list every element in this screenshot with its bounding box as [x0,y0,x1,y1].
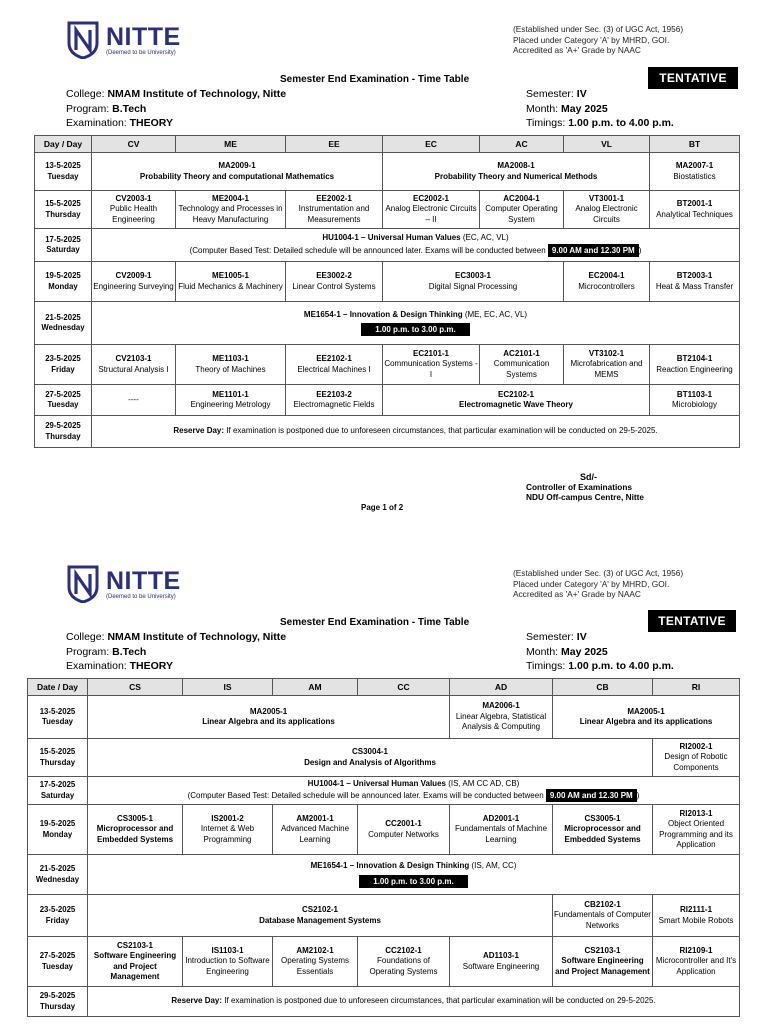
date-cell: 19-5-2025 Monday [35,262,92,302]
exam-cell: RI2002-1 Design of Robotic Components [653,739,740,777]
col-header: EE [286,136,383,153]
exam-cell: CV2103-1 Structural Analysis I [92,345,176,385]
exam-cell: CV2003-1 Public Health Engineering [92,191,176,229]
exam-cell: BT1103-1 Microbiology [650,385,740,416]
reserve-day-cell: Reserve Day: If examination is postponed due to unforeseen circumstances, that particular examination will be conducted on 29-5-2025. [92,416,740,448]
exam-cell: BT2001-1 Analytical Techniques [650,191,740,229]
col-header: CV [92,136,176,153]
signature-block [526,472,644,502]
table-row [35,153,740,191]
date-cell: 27-5-2025 Tuesday [35,385,92,416]
exam-cell: CC2102-1 Foundations of Operating Systems [358,937,450,987]
date-cell: 27-5-2025 Tuesday [28,937,88,987]
exam-cell: MA2008-1 Probability Theory and Numerical Methods [383,153,650,191]
exam-cell: ME1654-1 – Innovation & Design Thinking (IS, AM, CC) 1.00 p.m. to 3.00 p.m. [88,855,740,895]
page-number: Page 1 of 2 [361,503,404,512]
exam-cell: EE2002-1 Instrumentation and Measurements [286,191,383,229]
nitte-logo [66,21,181,59]
nitte-shield-icon [66,21,100,59]
date-cell: 23-5-2025 Friday [28,895,88,937]
exam-cell: EE2102-1 Electrical Machines I [286,345,383,385]
nitte-shield-icon [66,565,100,603]
date-cell: 13-5-2025 Tuesday [35,153,92,191]
col-header: AC [480,136,564,153]
date-cell: 15-5-2025 Thursday [28,739,88,777]
logo-name: NITTE [106,22,181,51]
exam-cell: BT2104-1 Reaction Engineering [650,345,740,385]
col-header: EC [383,136,480,153]
exam-cell: EE3002-2 Linear Control Systems [286,262,383,302]
date-cell: 21-5-2025 Wednesday [35,302,92,345]
cbt-time-badge: 9.00 AM and 12.30 PM [548,244,639,257]
col-header: CC [358,679,450,696]
signatory-place: NDU Off-campus Centre, Nitte [526,492,645,502]
exam-cell: EE2103-2 Electromagnetic Fields [286,385,383,416]
signature-sd: Sd/- [580,472,597,482]
est-line: Placed under Category 'A' by MHRD, GOI. [513,578,670,589]
college-name: NMAM Institute of Technology, Nitte [107,631,287,643]
program-name: B.Tech [112,645,147,658]
exam-type: THEORY [129,660,173,672]
col-header: CB [553,679,653,696]
cbt-time-badge: 9.00 AM and 12.30 PM [546,789,637,802]
table-header-row [35,136,740,153]
table-row [35,302,740,345]
exam-cell: CS2102-1 Database Management Systems [88,895,553,937]
col-header: ME [176,136,286,153]
date-cell: 19-5-2025 Monday [28,805,88,855]
exam-timings: 1.00 p.m. to 4.00 p.m. [568,117,674,129]
date-cell: 13-5-2025 Tuesday [28,696,88,739]
est-line: Placed under Category 'A' by MHRD, GOI. [513,34,670,45]
exam-cell: CS3005-1 Microprocessor and Embedded Systems [88,805,183,855]
page-title: Semester End Examination - Time Table [280,617,470,628]
exam-cell: EC2101-1 Communication Systems - I [383,345,480,385]
exam-info-left: College: NMAM Institute of Technology, Nitte Program: B.Tech Examination: THEORY [66,88,287,129]
logo-subtitle: (Deemed to be University) [106,593,176,600]
table-row [28,696,740,739]
exam-cell: MA2006-1 Linear Algebra, Statistical Analysis & Computing [450,696,553,739]
tentative-badge: TENTATIVE [648,67,738,89]
exam-cell: AC2004-1 Computer Operating System [480,191,564,229]
table-row [35,191,740,229]
exam-cell: RI2109-1 Microcontroller and It's Application [653,937,740,987]
date-cell: 29-5-2025 Thursday [35,416,92,448]
exam-cell: MA2005-1 Linear Algebra and its applications [88,696,450,739]
col-header: IS [183,679,273,696]
exam-cell: EC3003-1 Digital Signal Processing [383,262,564,302]
est-line: Accredited as 'A+' Grade by NAAC [513,45,641,55]
table-row [28,937,740,987]
idt-time-badge: 1.00 p.m. to 3.00 p.m. [359,875,467,888]
table-row [35,345,740,385]
exam-cell: HU1004-1 – Universal Human Values (IS, AM CC AD, CB) (Computer Based Test: Detailed schedule will be announced later. Exams will be conducted between 9.00 AM and 12.30 PM ) [88,777,740,805]
exam-cell: ME1654-1 – Innovation & Design Thinking (ME, EC, AC, VL) 1.00 p.m. to 3.00 p.m. [92,302,740,345]
date-cell: 23-5-2025 Friday [35,345,92,385]
page-title: Semester End Examination - Time Table [280,74,470,85]
exam-cell: CS3004-1 Design and Analysis of Algorithms [88,739,653,777]
exam-info-left: College: NMAM Institute of Technology, Nitte Program: B.Tech Examination: THEORY [66,631,287,672]
college-name: NMAM Institute of Technology, Nitte [107,88,287,100]
exam-cell: AM2001-1 Advanced Machine Learning [273,805,358,855]
est-line: (Established under Sec. (3) of UGC Act, 1956) [513,24,684,34]
exam-cell: MA2005-1 Linear Algebra and its applications [553,696,740,739]
exam-cell: VT3102-1 Microfabrication and MEMS [564,345,650,385]
exam-cell: CV2009-1 Engineering Surveying [92,262,176,302]
reserve-day-cell: Reserve Day: If examination is postponed due to unforeseen circumstances, that particular examination will be conducted on 29-5-2025. [88,987,740,1017]
table-row [35,385,740,416]
semester: IV [576,631,587,643]
exam-cell: CS2103-1 Software Engineering and Project Management [88,937,183,987]
program-name: B.Tech [112,102,147,115]
exam-cell: RI2111-1 Smart Mobile Robots [653,895,740,937]
exam-type: THEORY [129,117,173,129]
col-header: AM [273,679,358,696]
exam-cell: CS3005-1 Microprocessor and Embedded Systems [553,805,653,855]
timetable-page-2 [0,540,768,1024]
exam-cell: ---- [92,385,176,416]
table-header-row [28,679,740,696]
logo-name: NITTE [106,566,181,595]
col-header: CS [88,679,183,696]
exam-timings: 1.00 p.m. to 4.00 p.m. [568,660,674,672]
exam-cell: AD2001-1 Fundamentals of Machine Learning [450,805,553,855]
exam-cell: ME1005-1 Fluid Mechanics & Machinery [176,262,286,302]
table-row [28,855,740,895]
exam-cell: IS2001-2 Internet & Web Programming [183,805,273,855]
exam-cell: AD1103-1 Software Engineering [450,937,553,987]
table-row [28,895,740,937]
exam-cell: RI2013-1 Object Oriented Programming and its Application [653,805,740,855]
exam-cell: EC2002-1 Analog Electronic Circuits – II [383,191,480,229]
exam-cell: EC2102-1 Electromagnetic Wave Theory [383,385,650,416]
exam-cell: IS1103-1 Introduction to Software Engineering [183,937,273,987]
table-row [28,777,740,805]
establishment-note [513,568,683,600]
col-header: Day / Day [35,136,92,153]
exam-cell: ME1103-1 Theory of Machines [176,345,286,385]
exam-cell: ME2004-1 Technology and Processes in Heavy Manufacturing [176,191,286,229]
table-row [35,229,740,262]
exam-cell: EC2004-1 Microcontrollers [564,262,650,302]
exam-cell: MA2007-1 Biostatistics [650,153,740,191]
table-row [28,987,740,1017]
signatory-title: Controller of Examinations [526,482,633,492]
exam-month: May 2025 [561,102,608,115]
nitte-logo [66,565,181,603]
exam-info-right: Semester: IV Month: May 2025 Timings: 1.00 p.m. to 4.00 p.m. [526,88,674,129]
est-line: Accredited as 'A+' Grade by NAAC [513,589,641,599]
col-header: Date / Day [28,679,88,696]
date-cell: 17-5-2025 Saturday [35,229,92,262]
exam-info-right: Semester: IV Month: May 2025 Timings: 1.00 p.m. to 4.00 p.m. [526,631,674,672]
col-header: RI [653,679,740,696]
establishment-note [513,24,683,56]
exam-cell: AC2101-1 Communication Systems [480,345,564,385]
table-row [28,739,740,777]
exam-cell: AM2102-1 Operating Systems Essentials [273,937,358,987]
date-cell: 21-5-2025 Wednesday [28,855,88,895]
table-row [35,416,740,448]
exam-cell: VT3001-1 Analog Electronic Circuits [564,191,650,229]
exam-cell: HU1004-1 – Universal Human Values (EC, AC, VL) (Computer Based Test: Detailed schedule will be announced later. Exams will be conducted between 9.00 AM and 12.30 PM ) [92,229,740,262]
col-header: BT [650,136,740,153]
exam-month: May 2025 [561,645,608,658]
logo-subtitle: (Deemed to be University) [106,49,176,56]
exam-cell: CS2103-1 Software Engineering and Project Management [553,937,653,987]
idt-time-badge: 1.00 p.m. to 3.00 p.m. [361,323,469,336]
tentative-badge: TENTATIVE [648,610,736,632]
table-row [28,805,740,855]
table-row [35,262,740,302]
col-header: AD [450,679,553,696]
exam-cell: BT2003-1 Heat & Mass Transfer [650,262,740,302]
date-cell: 15-5-2025 Thursday [35,191,92,229]
exam-cell: CC2001-1 Computer Networks [358,805,450,855]
timetable-2 [27,678,740,1017]
date-cell: 17-5-2025 Saturday [28,777,88,805]
exam-cell: CB2102-1 Fundamentals of Computer Networks [553,895,653,937]
col-header: VL [564,136,650,153]
semester: IV [576,88,587,100]
est-line: (Established under Sec. (3) of UGC Act, 1956) [513,568,684,578]
exam-cell: ME1101-1 Engineering Metrology [176,385,286,416]
timetable-1 [34,135,740,448]
date-cell: 29-5-2025 Thursday [28,987,88,1017]
exam-cell: MA2009-1 Probability Theory and computational Mathematics [92,153,383,191]
